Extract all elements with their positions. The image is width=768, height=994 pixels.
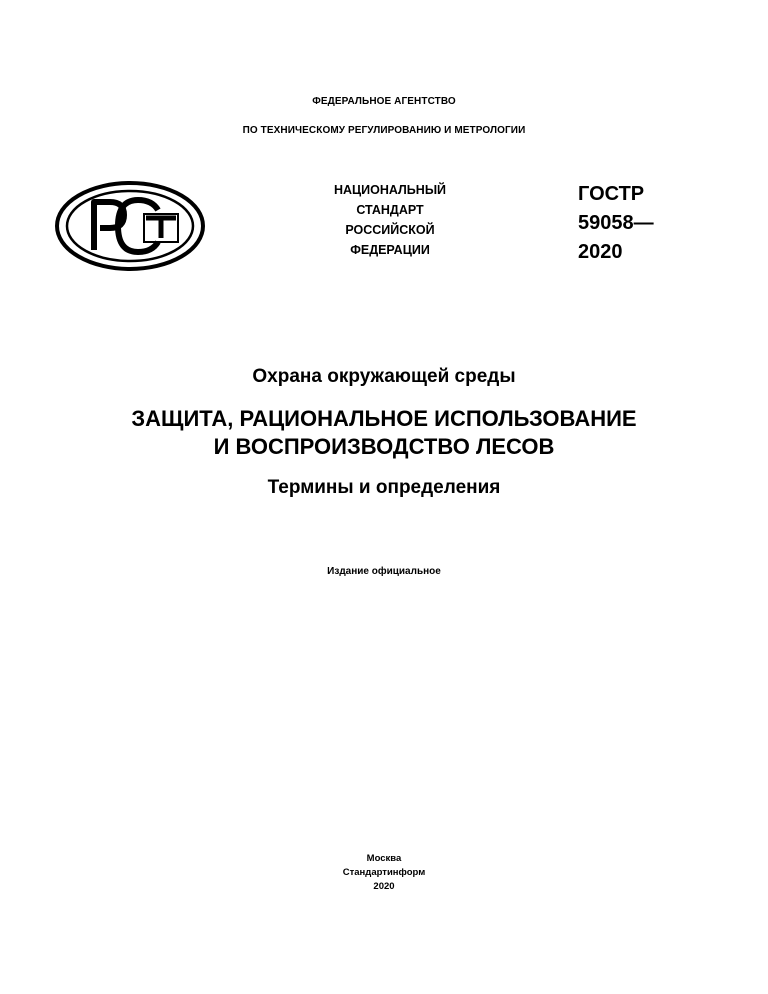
agency-name-line1: ФЕДЕРАЛЬНОЕ АГЕНТСТВО (312, 96, 456, 107)
gost-year: 2020 (578, 241, 623, 263)
agency-name-line2: ПО ТЕХНИЧЕСКОМУ РЕГУЛИРОВАНИЮ И МЕТРОЛОГИИ (242, 125, 526, 136)
publication-footer (0, 852, 768, 894)
national-line-4: ФЕДЕРАЦИИ (350, 243, 430, 257)
gost-number: 59058— (578, 212, 654, 234)
edition-label: Издание официальное (327, 566, 441, 577)
national-line-2: СТАНДАРТ (356, 203, 424, 217)
national-line-1: НАЦИОНАЛЬНЫЙ (333, 183, 447, 197)
footer-publisher: Стандартинформ (342, 867, 426, 878)
footer-city: Москва (366, 853, 402, 864)
national-standard-label (300, 180, 480, 260)
document-title (0, 405, 768, 461)
document-title-line2: И ВОСПРОИЗВОДСТВО ЛЕСОВ (213, 434, 555, 459)
gost-designation (578, 180, 698, 267)
document-title-line1: ЗАЩИТА, РАЦИОНАЛЬНОЕ ИСПОЛЬЗОВАНИЕ (131, 406, 637, 431)
footer-year: 2020 (373, 881, 395, 892)
gost-label: ГОСТР (578, 183, 645, 205)
document-subject: Охрана окружающей среды (252, 366, 516, 387)
national-line-3: РОССИЙСКОЙ (345, 223, 435, 237)
rst-logo-icon (54, 180, 206, 272)
document-subtitle: Термины и определения (267, 477, 501, 498)
